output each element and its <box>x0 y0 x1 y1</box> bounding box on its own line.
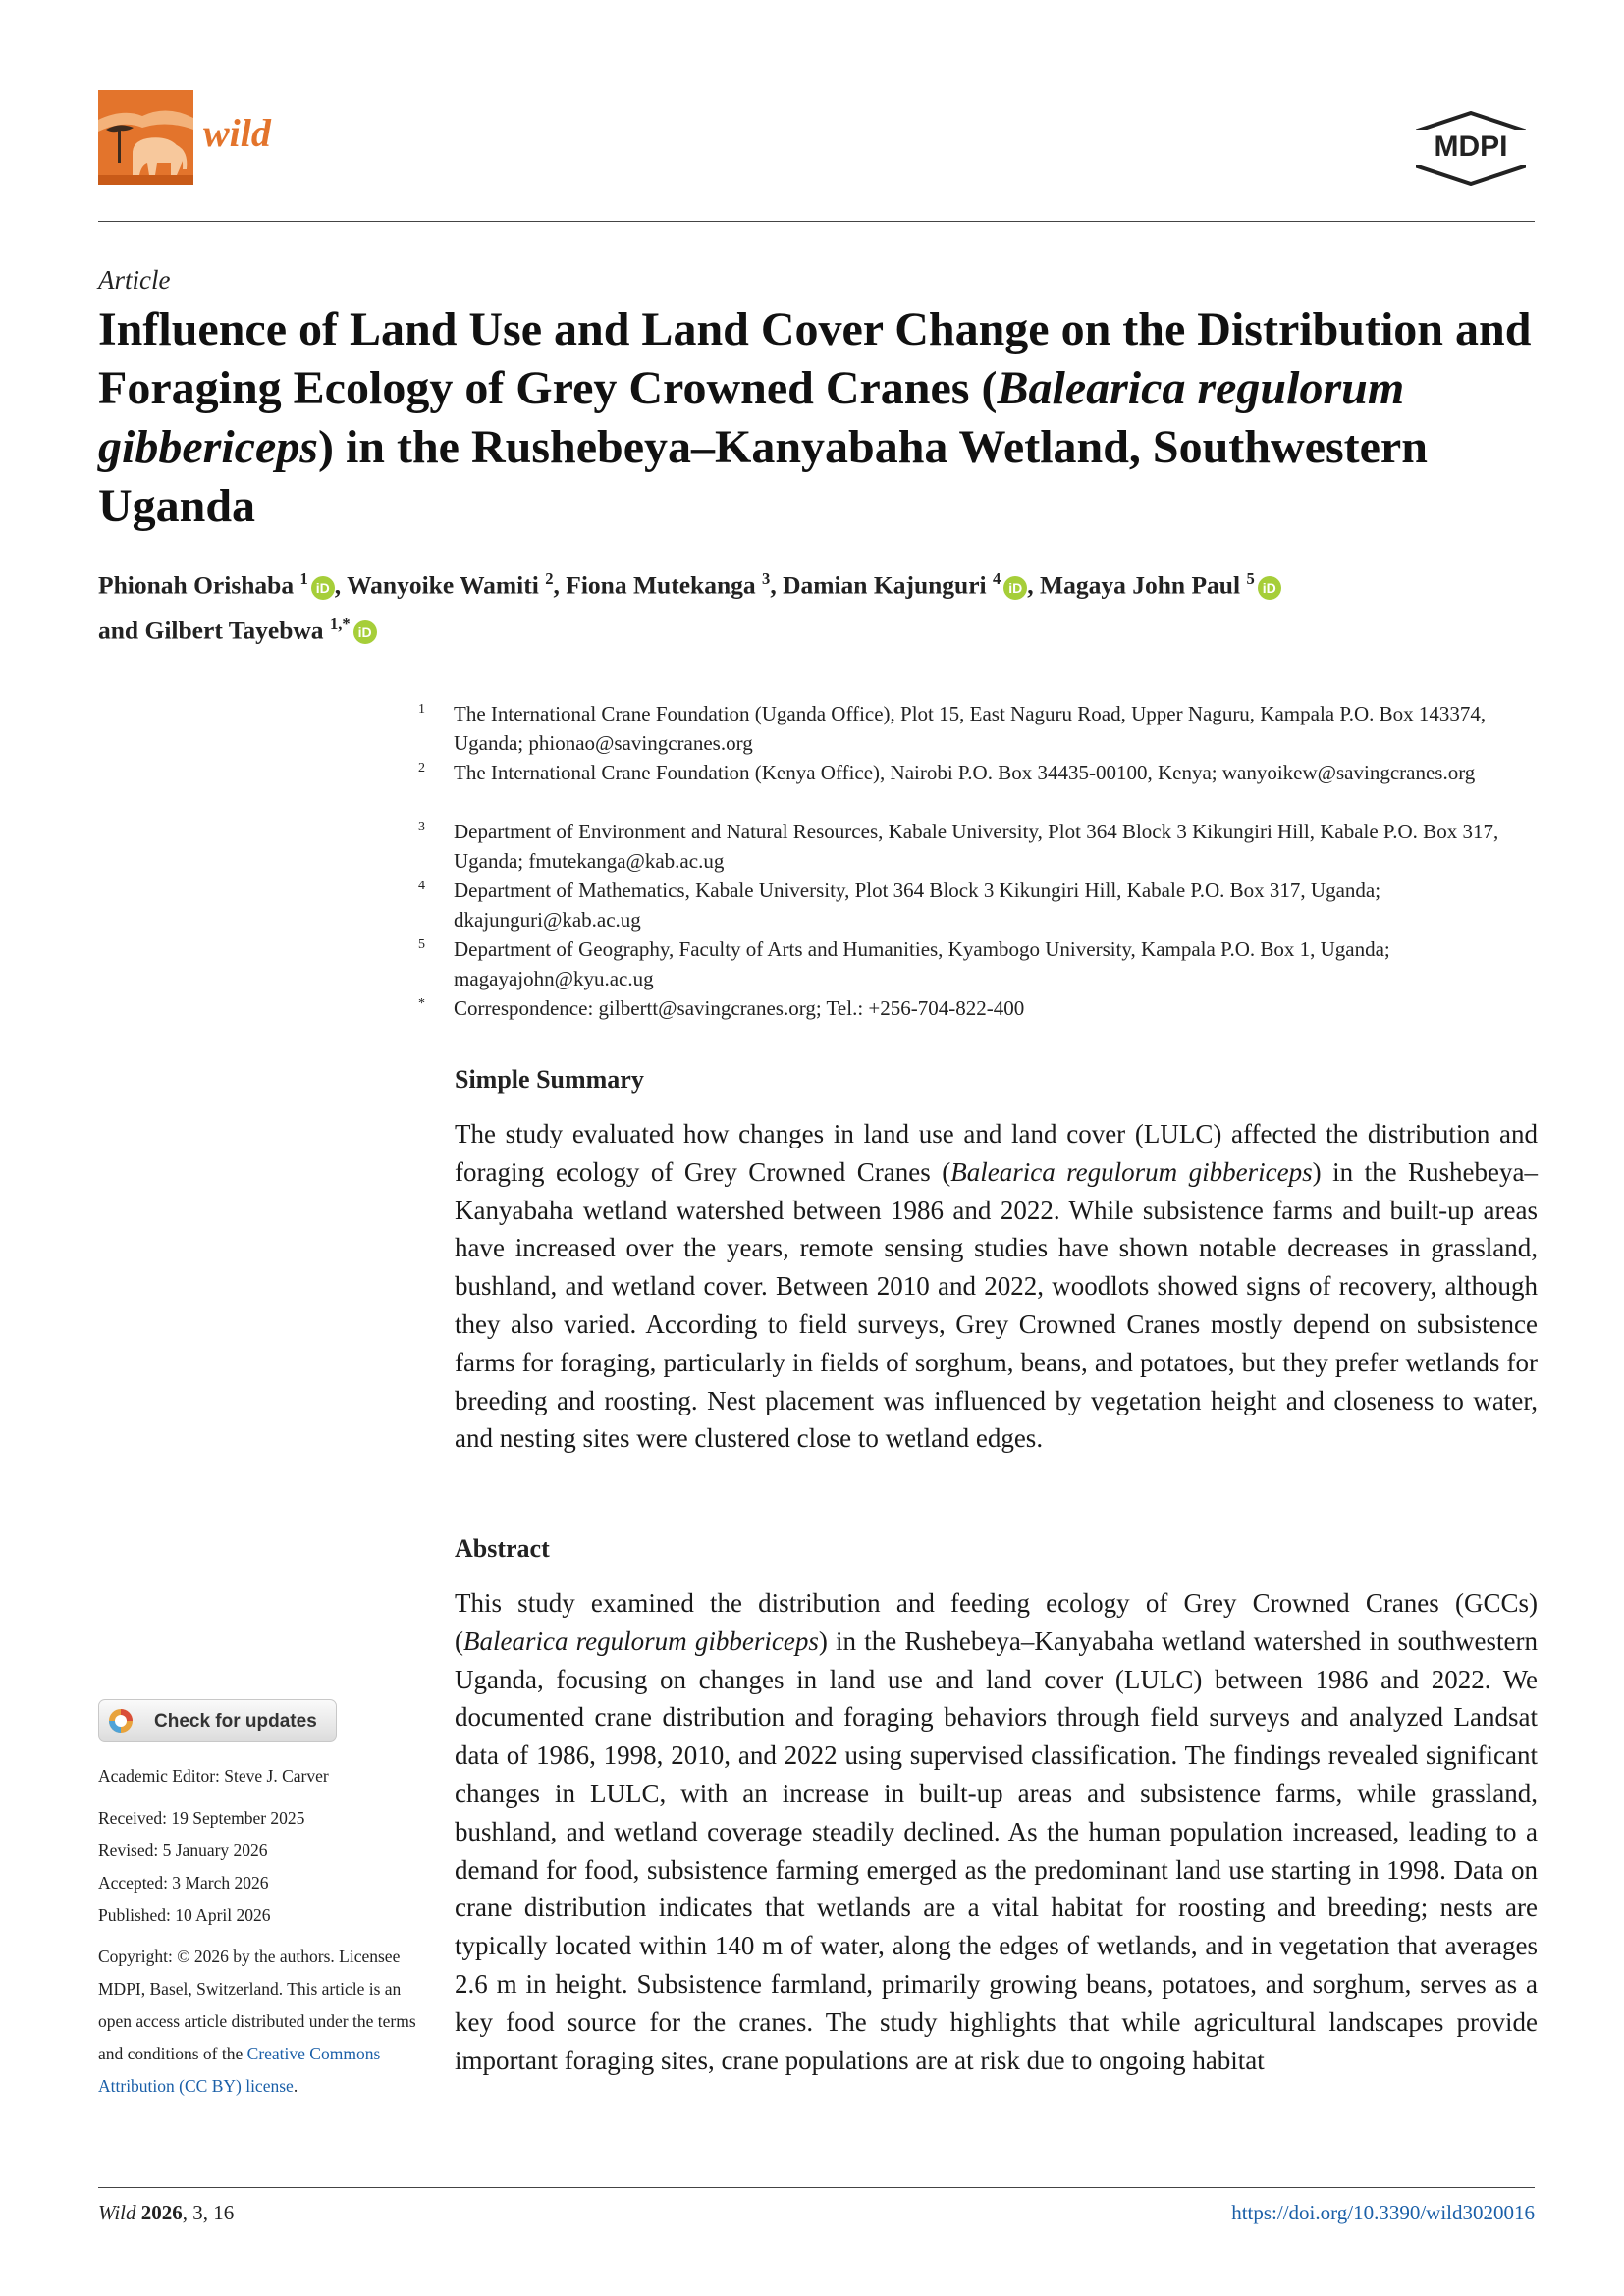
summary-text-end: ) in the Rushebeya–Kanyabaha wetland watershed between 1986 and 2022. While subsistence farms and built-up areas have increased over the years, remote sensing studies have shown notable decreases in grassland, bushland, and wetland cover. Between 2010 and 2022, woodlots showed signs of recovery, although they also varied. According to field surveys, Grey Crowned Cranes mostly depend on subsistence farms for foraging, particularly in fields of sorghum, beans, and potatoes, but they prefer wetlands for breeding and roosting. Nest placement was influenced by vegetation height and closeness to water, and nesting sites were clustered close to wetland edges. <box>455 1156 1539 1454</box>
journal-name: wild <box>203 111 271 155</box>
author-name[interactable]: Wanyoike Wamiti <box>347 570 539 600</box>
received-date: Received: 19 September 2025 <box>98 1808 305 1828</box>
copyright-text: Copyright: © 2026 by the authors. Licensee MDPI, Basel, Switzerland. This article is an open access article distributed under the terms and conditions of the <box>98 1947 416 2063</box>
affiliation-text: Department of Geography, Faculty of Arts and Humanities, Kyambogo University, Kampala P.O. Box 1, Uganda; magayajohn@kyu.ac.ug <box>454 937 1390 990</box>
check-updates-icon <box>108 1708 134 1734</box>
author-list <box>98 560 1542 649</box>
check-updates-label: Check for updates <box>154 1711 317 1732</box>
header-divider <box>98 221 1535 222</box>
author-affiliation-sup: 2 <box>545 569 554 588</box>
affiliation-number: 2 <box>418 761 425 775</box>
license-link[interactable]: Creative Commons Attribution (CC BY) license <box>98 2044 381 2096</box>
doi-link[interactable]: https://doi.org/10.3390/wild3020016 <box>1231 2201 1535 2224</box>
summary-text: The study evaluated how changes in land use and land cover (LULC) affected the distribution and foraging ecology of Grey Crowned Cranes ( <box>455 1119 1538 1187</box>
author-name[interactable]: Phionah Orishaba <box>98 570 295 600</box>
footer-year: 2026 <box>140 2201 183 2224</box>
published-date: Published: 10 April 2026 <box>98 1905 271 1925</box>
abstract-species: Balearica regulorum gibbericeps <box>463 1626 819 1656</box>
affiliation-text: Department of Mathematics, Kabale University, Plot 364 Block 3 Kikungiri Hill, Kabale P.O. Box 317, Uganda; dkajunguri@kab.ac.ug <box>454 879 1381 932</box>
affiliation-item <box>418 758 1539 787</box>
affiliation-item <box>418 817 1539 876</box>
orcid-icon[interactable]: iD <box>1258 576 1281 600</box>
author-name[interactable]: Magaya John Paul <box>1040 570 1241 600</box>
abstract-text <box>455 1584 1538 2079</box>
affiliation-item <box>418 876 1539 934</box>
title-species: Balearica regulorum gibbericeps <box>98 362 1405 473</box>
correspondence <box>418 993 1539 1023</box>
affiliation-text: Correspondence: gilbertt@savingcranes.org; Tel.: +256-704-822-400 <box>454 996 1025 1020</box>
check-for-updates-button[interactable] <box>98 1699 337 1742</box>
affiliation-item <box>418 934 1539 993</box>
copyright-end: . <box>293 2076 298 2096</box>
citation-info <box>98 2201 234 2225</box>
simple-summary-text <box>455 1115 1538 1458</box>
footer-divider <box>98 2187 1535 2188</box>
title-text: Influence of Land Use and Land Cover Change on the Distribution and Foraging Ecology of Grey Crowned Cranes ( <box>98 303 1532 414</box>
author-affiliation-sup: 5 <box>1246 569 1255 588</box>
affiliation-number: 5 <box>418 937 425 952</box>
orcid-icon[interactable]: iD <box>311 576 335 600</box>
author-affiliation-sup: 3 <box>762 569 771 588</box>
abstract-text-start: This study examined the distribution and feeding ecology of Grey Crowned Cranes (GCCs) ( <box>455 1588 1538 1656</box>
affiliation-number: 1 <box>418 702 425 717</box>
copyright-notice <box>98 1941 422 2103</box>
title-text-end: ) in the Rushebeya–Kanyabaha Wetland, Southwestern Uganda <box>98 421 1428 532</box>
affiliation-number: 4 <box>418 879 425 893</box>
author-name[interactable]: Damian Kajunguri <box>783 570 987 600</box>
abstract-text-end: ) in the Rushebeya–Kanyabaha wetland watershed in southwestern Uganda, focusing on changes in land use and land cover (LULC) between 1986 and 2022. We documented crane distribution and foraging behaviors through field surveys and analyzed Landsat data of 1986, 1998, 2010, and 2022 using supervised classification. The findings revealed significant changes in LULC, with an increase in built-up areas and subsistence farms, while grassland, bushland, and wetland coverage steadily declined. As the human population increased, leading to a demand for food, subsistence farming emerged as the predominant land use starting in 1998. Data on crane distribution indicates that wetlands are a vital habitat for roosting and breeding; nests are typically located within 140 m of water, along the edges of wetlands, and in vegetation that averages 2.6 m in height. Subsistence farmland, primarily growing beans, potatoes, and sorghum, serves as a key food source for the cranes. The study highlights that while agricultural landscapes provide important foraging sites, crane populations are at risk due to ongoing habitat <box>455 1626 1539 2075</box>
accepted-date: Accepted: 3 March 2026 <box>98 1873 269 1893</box>
affiliation-text: The International Crane Foundation (Uganda Office), Plot 15, East Naguru Road, Upper Naguru, Kampala P.O. Box 143374, Uganda; phionao@savingcranes.org <box>454 702 1487 755</box>
footer-volume: , 3, 16 <box>182 2201 235 2224</box>
affiliation-text: Department of Environment and Natural Resources, Kabale University, Plot 364 Block 3 Kikungiri Hill, Kabale P.O. Box 317, Uganda; fmutekanga@kab.ac.ug <box>454 820 1499 873</box>
article-type: Article <box>98 265 171 294</box>
author-affiliation-sup: 1,* <box>329 614 351 633</box>
summary-species: Balearica regulorum gibbericeps <box>950 1156 1313 1187</box>
author-separator: and <box>98 615 145 644</box>
affiliation-number: * <box>418 996 425 1011</box>
revised-date: Revised: 5 January 2026 <box>98 1841 268 1860</box>
orcid-icon[interactable]: iD <box>353 620 377 644</box>
orcid-icon[interactable]: iD <box>1003 576 1027 600</box>
footer-journal: Wild <box>98 2201 136 2224</box>
page-title <box>98 300 1542 536</box>
affiliation-text: The International Crane Foundation (Kenya Office), Nairobi P.O. Box 34435-00100, Kenya; wanyoikew@savingcranes.org <box>454 761 1476 784</box>
publisher-logo <box>1412 111 1530 186</box>
author-separator: , <box>1027 570 1041 600</box>
author-affiliation-sup: 1 <box>299 569 308 588</box>
elephant-acacia-logo-icon <box>98 90 193 185</box>
author-separator: , <box>770 570 784 600</box>
abstract-heading: Abstract <box>455 1534 550 1563</box>
affiliation-number: 3 <box>418 820 425 834</box>
affiliation-item <box>418 699 1539 758</box>
publisher-name: MDPI <box>1412 130 1530 165</box>
author-separator: , <box>334 570 348 600</box>
journal-logo <box>98 90 193 185</box>
author-name[interactable]: Fiona Mutekanga <box>566 570 756 600</box>
simple-summary-heading: Simple Summary <box>455 1065 644 1094</box>
author-name[interactable]: Gilbert Tayebwa <box>144 615 324 644</box>
author-affiliation-sup: 4 <box>993 569 1001 588</box>
academic-editor: Academic Editor: Steve J. Carver <box>98 1766 329 1786</box>
author-separator: , <box>553 570 567 600</box>
